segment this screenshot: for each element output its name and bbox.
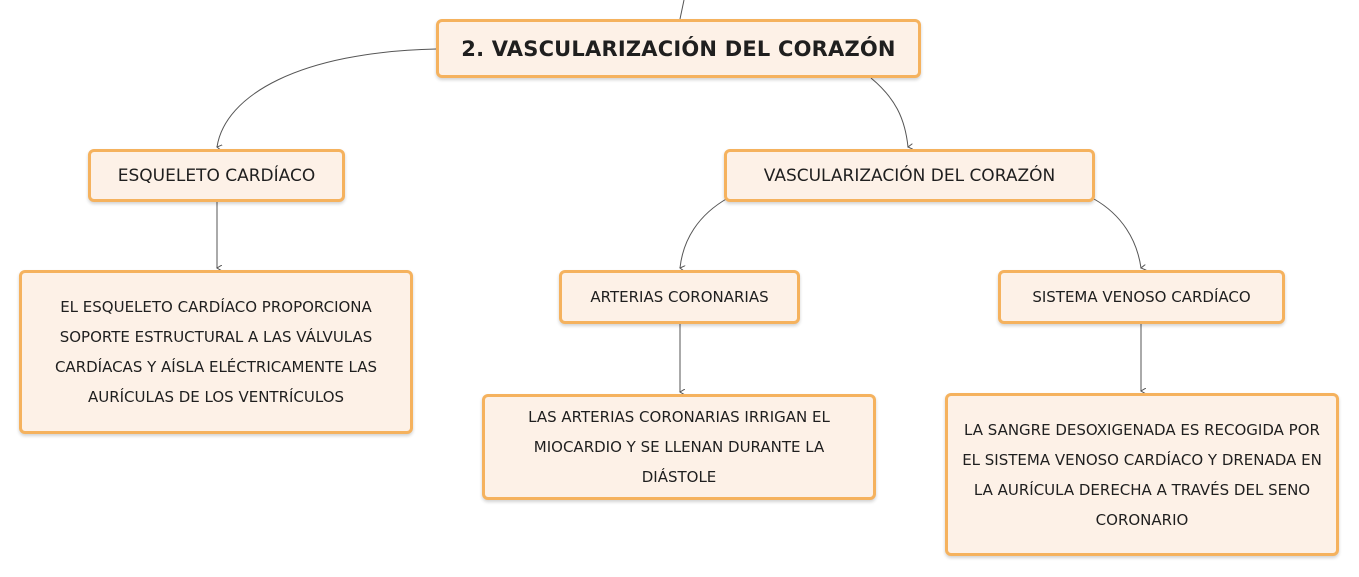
topic-arterias-coronarias[interactable]	[559, 270, 800, 324]
description-arterias-coronarias[interactable]	[482, 394, 876, 500]
topic-vascularizacion-del-corazon[interactable]	[724, 149, 1095, 202]
connector-vascularizacion-to-venoso	[1094, 199, 1141, 268]
description-esqueleto-cardiaco-text: EL ESQUELETO CARDÍACO PROPORCIONA SOPORTE ESTRUCTURAL A LAS VÁLVULAS CARDÍACAS Y AÍSLA ELÉCTRICAMENTE LAS AURÍCULAS DE LOS VENTRÍCULOS	[54, 298, 378, 406]
topic-esqueleto-cardiaco-label: ESQUELETO CARDÍACO	[117, 165, 316, 186]
description-sistema-venoso-cardiaco[interactable]	[945, 393, 1339, 556]
topic-arterias-coronarias-label: ARTERIAS CORONARIAS	[590, 288, 769, 306]
topic-sistema-venoso-cardiaco-label: SISTEMA VENOSO CARDÍACO	[1032, 288, 1251, 306]
connector-vascularizacion-to-arterias	[680, 198, 728, 268]
description-esqueleto-cardiaco[interactable]	[19, 270, 413, 434]
root-topic[interactable]	[436, 19, 921, 78]
root-topic-label: 2. VASCULARIZACIÓN DEL CORAZÓN	[461, 36, 896, 61]
topic-sistema-venoso-cardiaco[interactable]	[998, 270, 1285, 324]
topic-vascularizacion-del-corazon-label: VASCULARIZACIÓN DEL CORAZÓN	[763, 165, 1056, 186]
connector-root-to-esqueleto	[217, 49, 436, 147]
description-sistema-venoso-cardiaco-text: LA SANGRE DESOXIGENADA ES RECOGIDA POR EL SISTEMA VENOSO CARDÍACO Y DRENADA EN LA AURÍCULA DERECHA A TRAVÉS DEL SENO CORONARIO	[962, 420, 1322, 529]
connector-root-to-vascularizacion	[871, 78, 908, 147]
description-arterias-coronarias-text: LAS ARTERIAS CORONARIAS IRRIGAN EL MIOCARDIO Y SE LLENAN DURANTE LA DIÁSTOLE	[528, 408, 830, 486]
connector-parent-to-root	[680, 0, 684, 19]
topic-esqueleto-cardiaco[interactable]	[88, 149, 345, 202]
